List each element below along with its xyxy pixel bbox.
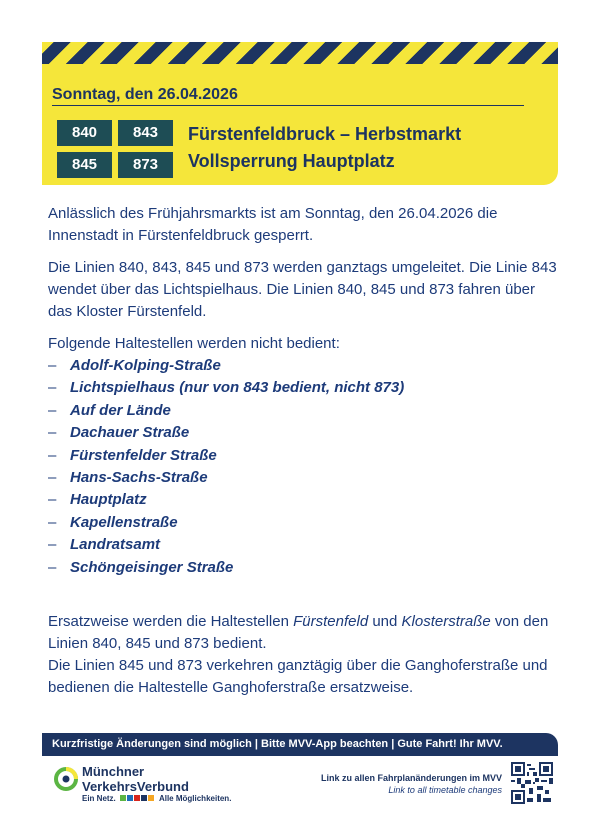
logo-tagline (82, 794, 231, 803)
line-badge-845: 845 (57, 152, 112, 178)
list-item (48, 355, 558, 377)
footer-notice-bar: Kurzfristige Änderungen sind möglich | Bitte MVV-App beachten | Gute Fahrt! Ihr MVV. (42, 733, 558, 756)
announcement-title (188, 121, 461, 175)
replacement-stop: Fürstenfeld (293, 613, 369, 631)
stop-name: Hauptplatz (70, 491, 147, 509)
stop-name: Dachauer Straße (70, 424, 190, 442)
line-badge-840: 840 (57, 120, 112, 146)
mvv-logo-icon (54, 767, 78, 791)
list-item (48, 557, 558, 579)
replacement-conjunction: und (368, 613, 402, 631)
stop-name: Adolf-Kolping-Straße (70, 357, 221, 374)
announcement-body (48, 203, 558, 709)
title-line-1: Fürstenfeldbruck – Herbstmarkt (188, 124, 462, 144)
stop-name: Fürstenfelder Straße (70, 446, 217, 464)
intro-paragraph: Anlässlich des Frühjahrsmarkts ist am Sonntag, den 26.04.2026 die Innenstadt in Fürstenfeldbruck gesperrt. (48, 205, 498, 244)
mvv-logo-text (82, 764, 189, 794)
line-badge-873: 873 (118, 152, 173, 178)
tagline-end: Alle Möglichkeiten. (158, 794, 232, 803)
stop-name: Hans-Sachs-Straße (70, 469, 208, 487)
list-item (48, 489, 558, 511)
dash-bullet: – (48, 536, 57, 554)
dash-bullet: – (48, 446, 57, 464)
stop-name: Landratsamt (70, 536, 161, 554)
list-item (48, 377, 558, 399)
dash-bullet: – (48, 491, 57, 509)
dash-bullet: – (48, 513, 57, 531)
logo-line-1: Münchner (82, 764, 145, 779)
stops-intro: Folgende Haltestellen werden nicht bedient: (48, 335, 340, 352)
stop-name: Schöngeisinger Straße (70, 558, 234, 576)
line-badge-843: 843 (118, 120, 173, 146)
list-item (48, 512, 558, 534)
announcement-date: Sonntag, den 26.04.2026 (52, 86, 238, 103)
replacement-text-start: Ersatzweise werden die Haltestellen (48, 613, 294, 631)
dash-bullet: – (48, 424, 57, 442)
list-item (48, 445, 558, 467)
qr-code-icon[interactable] (511, 762, 553, 804)
replacement-stop: Klosterstraße (401, 613, 491, 631)
list-item (48, 422, 558, 444)
diversion-paragraph: Die Linien 840, 843, 845 und 873 werden ganztags umgeleitet. Die Linie 843 wendet über das Lichtspielhaus. Die Linien 840, 845 und 873 fahren über das Kloster Fürstenfeld. (48, 259, 557, 320)
ganghofer-note: Die Linien 845 und 873 verkehren ganztägig über die Ganghoferstraße und bedienen die Haltestelle Ganghoferstraße ersatzweise. (48, 657, 548, 697)
list-item (48, 400, 558, 422)
stop-name: Kapellenstraße (70, 513, 178, 531)
replacement-paragraph (48, 611, 558, 699)
timetable-link[interactable] (321, 772, 502, 796)
title-line-2: Vollsperrung Hauptplatz (188, 151, 395, 171)
logo-line-2: VerkehrsVerbund (82, 779, 189, 794)
divider (52, 105, 524, 106)
dash-bullet: – (48, 469, 57, 487)
link-label: Link zu allen Fahrplanänderungen im MVV (320, 773, 502, 783)
stop-name: Auf der Lände (70, 401, 171, 419)
list-item (48, 534, 558, 556)
announcement-banner (42, 42, 558, 185)
closed-stops-list (48, 355, 558, 579)
list-item (48, 467, 558, 489)
dash-bullet: – (48, 357, 57, 374)
link-label-english: Link to all timetable changes (388, 785, 502, 795)
dash-bullet: – (48, 379, 57, 397)
hazard-stripe (42, 42, 558, 64)
stop-name: Lichtspielhaus (nur von 843 bedient, nicht 873) (70, 379, 405, 397)
transport-mode-icons (120, 794, 155, 803)
dash-bullet: – (48, 558, 57, 576)
dash-bullet: – (48, 401, 57, 419)
replacement-text-end: von den Linien 840, 845 und 873 bedient. (48, 613, 549, 653)
tagline-start: Ein Netz. (82, 794, 116, 803)
